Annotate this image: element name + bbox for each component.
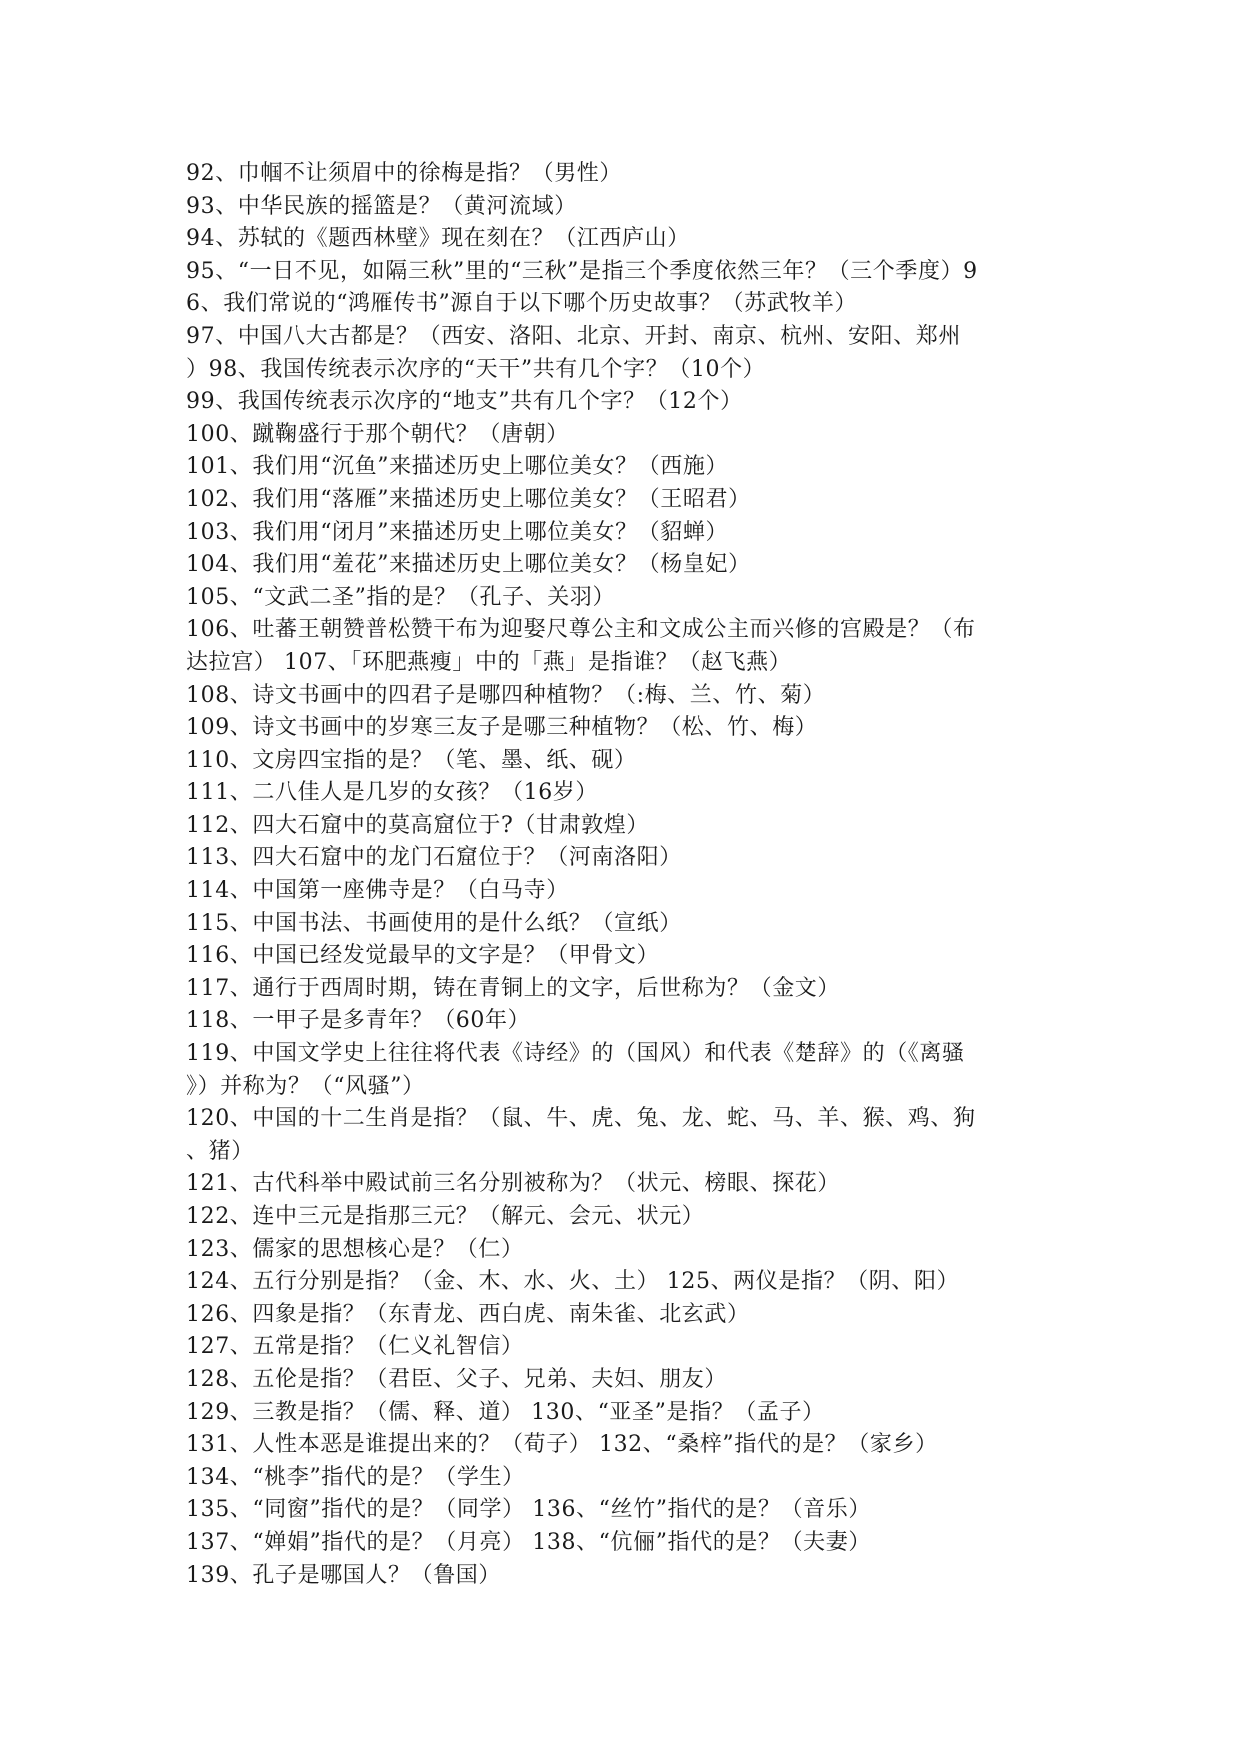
text-line: 97、中国八大古都是？（西安、洛阳、北京、开封、南京、杭州、安阳、郑州 (186, 323, 961, 349)
text-line: 109、诗文书画中的岁寒三友子是哪三种植物？（松、竹、梅） (186, 715, 818, 741)
text-line: 、猪） (186, 1138, 254, 1164)
text-line: 6、我们常说的“鸿雁传书”源自于以下哪个历史故事？（苏武牧羊） (186, 291, 858, 317)
text-line: 94、苏轼的《题西林壁》现在刻在？（江西庐山） (186, 226, 690, 252)
text-line: 103、我们用“闭月”来描述历史上哪位美女？（貂蝉） (186, 519, 729, 545)
text-line: 131、人性本恶是谁提出来的？（荀子） 132、“桑梓”指代的是？（家乡） (186, 1432, 938, 1458)
text-line: 135、“同窗”指代的是？（同学） 136、“丝竹”指代的是？（音乐） (186, 1497, 871, 1523)
text-line: 102、我们用“落雁”来描述历史上哪位美女？（王昭君） (186, 486, 751, 512)
text-line: 122、连中三元是指那三元？（解元、会元、状元） (186, 1204, 705, 1229)
text-line: 116、中国已经发觉最早的文字是？（甲骨文） (186, 943, 660, 969)
text-line: 121、古代科举中殿试前三名分别被称为？（状元、榜眼、探花） (186, 1171, 840, 1197)
quiz-text-block (186, 158, 1056, 1592)
text-line: 113、四大石窟中的龙门石窟位于？（河南洛阳） (186, 845, 682, 871)
text-line: 139、孔子是哪国人？（鲁国） (186, 1562, 501, 1588)
text-line: 》）并称为？（“风骚”） (186, 1073, 425, 1099)
text-line: 137、“婵娟”指代的是？（月亮） 138、“伉俪”指代的是？（夫妻） (186, 1529, 871, 1555)
text-line: ）98、我国传统表示次序的“天干”共有几个字？（10个） (186, 356, 766, 382)
text-line: 95、“一日不见，如隔三秋”里的“三秋”是指三个季度依然三年？（三个季度）9 (186, 258, 978, 284)
text-line: 114、中国第一座佛寺是？（白马寺） (186, 878, 569, 904)
text-line: 123、儒家的思想核心是？（仁） (186, 1236, 524, 1262)
text-line: 111、二八佳人是几岁的女孩？（16岁） (186, 780, 598, 806)
text-line: 110、文房四宝指的是？（笔、墨、纸、砚） (186, 747, 637, 773)
text-line: 92、巾帼不让须眉中的徐梅是指？（男性） (186, 161, 622, 186)
text-line: 127、五常是指？（仁义礼智信） (186, 1334, 524, 1360)
text-line: 134、“桃李”指代的是？（学生） (186, 1464, 525, 1490)
text-line: 106、吐蕃王朝赞普松赞干布为迎娶尺尊公主和文成公主而兴修的宫殿是？（布 (186, 617, 976, 643)
text-line: 129、三教是指？（儒、释、道） 130、“亚圣”是指？（孟子） (186, 1399, 825, 1425)
text-line: 112、四大石窟中的莫高窟位于?（甘肃敦煌） (186, 812, 649, 838)
text-line: 108、诗文书画中的四君子是哪四种植物？（:梅、兰、竹、菊） (186, 682, 826, 708)
text-line: 93、中华民族的摇篮是？（黄河流域） (186, 193, 577, 219)
text-line: 126、四象是指？（东青龙、西白虎、南朱雀、北玄武） (186, 1301, 750, 1327)
text-line: 99、我国传统表示次序的“地支”共有几个字？（12个） (186, 389, 743, 415)
text-line: 105、“文武二圣”指的是？（孔子、关羽） (186, 584, 616, 610)
text-line: 124、五行分别是指？（金、木、水、火、土） 125、两仪是指？（阴、阳） (186, 1269, 960, 1295)
text-line: 119、中国文学史上往往将代表《诗经》的（国风）和代表《楚辞》的（《离骚 (186, 1041, 965, 1067)
text-line: 104、我们用“羞花”来描述历史上哪位美女？（杨皇妃） (186, 552, 751, 578)
text-line: 101、我们用“沉鱼”来描述历史上哪位美女？（西施） (186, 454, 729, 480)
text-line: 115、中国书法、书画使用的是什么纸？（宣纸） (186, 910, 682, 936)
text-line: 117、通行于西周时期，铸在青铜上的文字，后世称为？（金文） (186, 975, 840, 1001)
text-line: 100、蹴鞠盛行于那个朝代？（唐朝） (186, 421, 569, 447)
text-line: 120、中国的十二生肖是指？（鼠、牛、虎、兔、龙、蛇、马、羊、猴、鸡、狗 (186, 1106, 976, 1132)
text-line: 128、五伦是指？（君臣、父子、兄弟、夫妇、朋友） (186, 1366, 727, 1392)
text-line: 118、一甲子是多青年？（60年） (186, 1008, 531, 1034)
text-line: 达拉宫） 107、「环肥燕瘦」中的「燕」是指谁？（赵飞燕） (186, 649, 792, 675)
